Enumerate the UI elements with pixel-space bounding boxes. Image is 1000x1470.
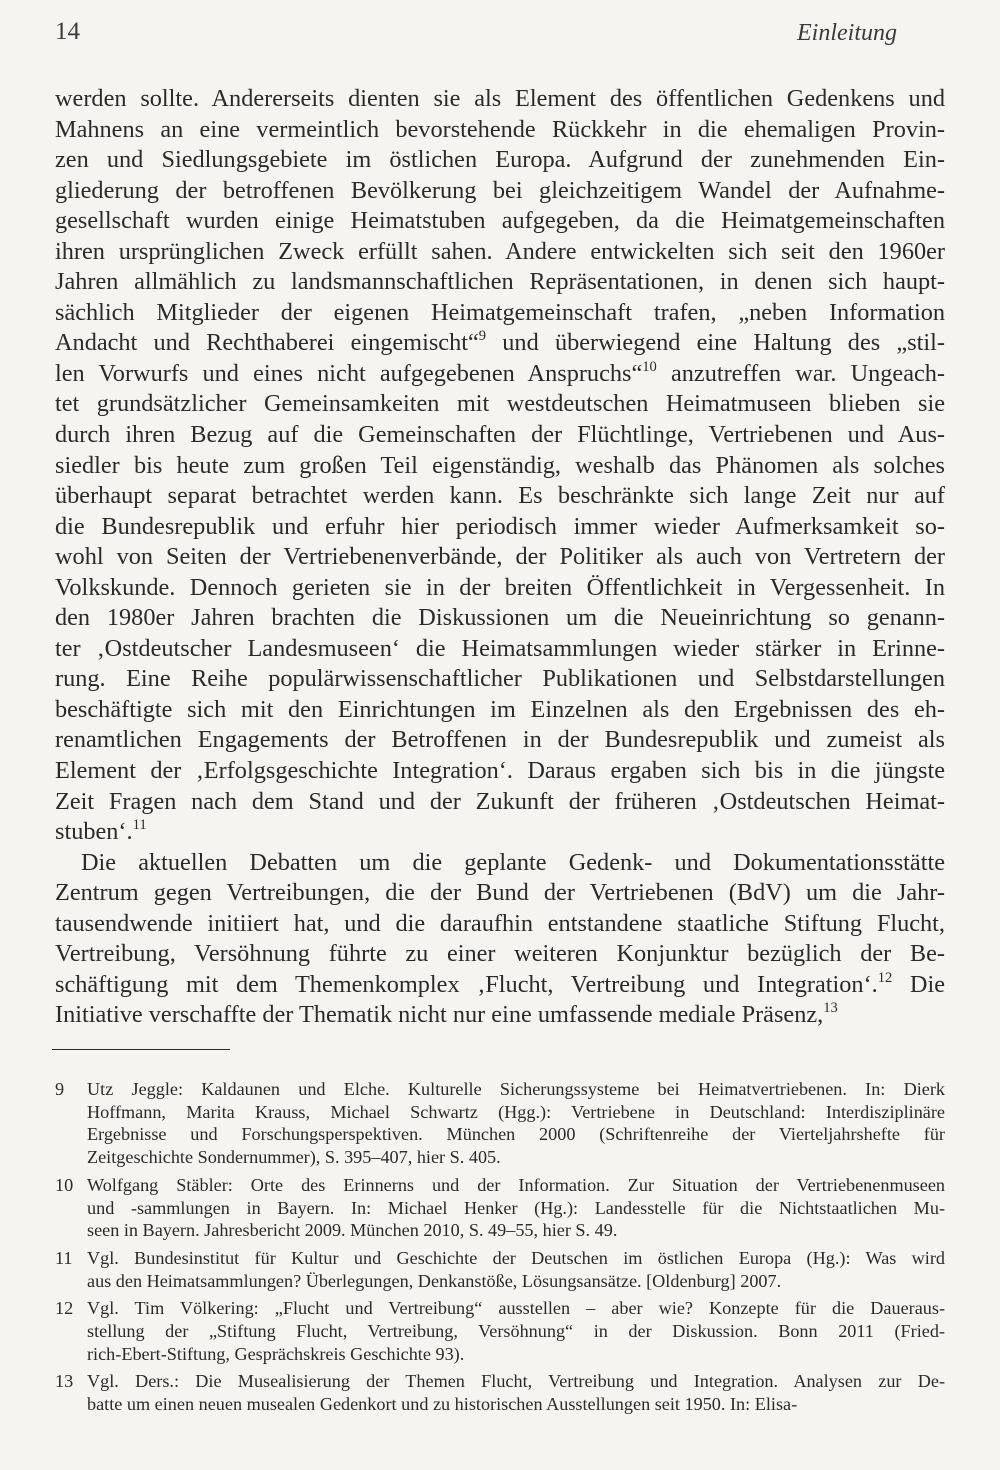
footnote-reference[interactable]: 10 (642, 358, 657, 375)
page-number: 14 (55, 18, 80, 45)
footnotes (55, 1078, 945, 1421)
text-line: überhaupt separat betrachtet werden kann. Es beschränkte sich lange Zeit nur auf (55, 482, 945, 510)
body-text (55, 84, 945, 1031)
footnote-line: Vgl. Tim Völkering: „Flucht und Vertreibung“ ausstellen – aber wie? Konzepte für die Daueraus- (87, 1298, 945, 1319)
text-line: wohl von Seiten der Vertriebenenverbände, der Politiker als auch von Vertretern der (55, 543, 945, 571)
footnote-number: 12 (55, 1298, 74, 1319)
text-line: durch ihren Bezug auf die Gemeinschaften der Flüchtlinge, Vertriebenen und Aus- (55, 421, 945, 449)
footnote-line: seen in Bayern. Jahresbericht 2009. München 2010, S. 49–55, hier S. 49. (87, 1220, 618, 1241)
text-line: tet grundsätzlicher Gemeinsamkeiten mit westdeutschen Heimatmuseen blieben sie (55, 390, 945, 418)
text-line: Volkskunde. Dennoch gerieten sie in der breiten Öffentlichkeit in Vergessenheit. In (55, 573, 945, 601)
text-segment: anzutreffen war. Ungeach- (656, 359, 946, 387)
text-segment: len Vorwurfs und eines nicht aufgegebenen Anspruchs“ (55, 359, 643, 387)
text-line (55, 817, 945, 848)
text-line: gesellschaft wurden einige Heimatstuben aufgegeben, da die Heimatgemeinschaften (55, 207, 945, 235)
footnote-line: Vgl. Ders.: Die Musealisierung der Themen Flucht, Vertreibung und Integration. Analysen zur De- (87, 1371, 945, 1392)
footnote-reference[interactable]: 12 (877, 969, 893, 986)
footnote-number: 11 (55, 1247, 73, 1268)
footnote-separator (52, 1049, 230, 1050)
text-line: Zeit Fragen nach dem Stand und der Zukunft der früheren ‚Ostdeutschen Heimat- (55, 787, 945, 815)
footnote-line: und -sammlungen in Bayern. In: Michael Henker (Hg.): Landesstelle für die Nichtstaatlichen Mu- (87, 1197, 945, 1218)
text-line (55, 1000, 945, 1031)
text-line: siedler bis heute zum großen Teil eigenständig, weshalb das Phänomen als solches (55, 451, 945, 479)
text-line: die Bundesrepublik und erfuhr hier periodisch immer wieder Aufmerksamkeit so- (55, 512, 945, 540)
text-line (55, 328, 945, 359)
footnote-number: 9 (55, 1079, 65, 1099)
text-line: zen und Siedlungsgebiete im östlichen Europa. Aufgrund der zunehmenden Ein- (55, 146, 945, 174)
footnote (55, 1247, 945, 1292)
text-line: werden sollte. Andererseits dienten sie als Element des öffentlichen Gedenkens und (55, 85, 945, 112)
paragraph (55, 848, 945, 1031)
footnote-reference[interactable]: 13 (823, 1000, 838, 1017)
text-line: beschäftigte sich mit den Einrichtungen im Einzelnen als den Ergebnissen des eh- (55, 695, 945, 723)
footnote-reference[interactable]: 9 (478, 328, 487, 345)
text-segment: und überwiegend eine Haltung des „stil- (486, 329, 945, 357)
page-header (55, 18, 945, 58)
text-line: Die aktuellen Debatten um die geplante Gedenk- und Dokumentationsstätte (81, 848, 945, 876)
footnote-line: Wolfgang Stäbler: Orte des Erinnerns und der Information. Zur Situation der Vertriebenenmuseen (87, 1174, 945, 1195)
text-segment: Die (892, 970, 945, 998)
text-segment: Andacht und Rechthaberei eingemischt“ (55, 329, 479, 357)
text-line: Zentrum gegen Vertreibungen, die der Bund der Vertriebenen (BdV) um die Jahr- (55, 879, 945, 907)
paragraph (55, 84, 945, 848)
footnote-number: 13 (55, 1371, 74, 1392)
text-line: renamtlichen Engagements der Betroffenen in der Bundesrepublik und zumeist als (55, 726, 945, 754)
text-segment: schäftigung mit dem Themenkomplex ‚Flucht, Vertreibung und Integration‘. (55, 970, 878, 998)
footnote-line: Vgl. Bundesinstitut für Kultur und Geschichte der Deutschen im östlichen Europa (Hg.): Was wird (87, 1247, 945, 1268)
text-line: ihren ursprünglichen Zweck erfüllt sahen. Andere entwickelten sich seit den 1960er (55, 237, 945, 265)
text-line: gliederung der betroffenen Bevölkerung bei gleichzeitigem Wandel der Aufnahme- (55, 176, 945, 204)
footnote-number: 10 (55, 1174, 74, 1195)
footnote-line: Utz Jeggle: Kaldaunen und Elche. Kulturelle Sicherungssysteme bei Heimatvertriebenen. In: Dierk (87, 1079, 945, 1099)
text-line: den 1980er Jahren brachten die Diskussionen um die Neueinrichtung so genann- (55, 604, 945, 632)
text-segment: Initiative verschaffte der Thematik nicht nur eine umfassende mediale Präsenz, (55, 1001, 824, 1029)
footnote-line: Hoffmann, Marita Krauss, Michael Schwartz (Hgg.): Vertriebene in Deutschland: Interdisziplinäre (87, 1101, 945, 1122)
text-line: ter ‚Ostdeutscher Landesmuseen‘ die Heimatsammlungen wieder stärker in Erinne- (55, 634, 945, 662)
footnote (55, 1370, 945, 1415)
text-line: Element der ‚Erfolgsgeschichte Integration‘. Daraus ergaben sich bis in die jüngste (55, 757, 945, 785)
footnote-line: stellung der „Stiftung Flucht, Vertreibung, Versöhnung“ in der Diskussion. Bonn 2011 (Fried- (87, 1321, 945, 1342)
footnote-reference[interactable]: 11 (132, 816, 147, 833)
text-line (55, 359, 945, 390)
text-line: Vertreibung, Versöhnung führte zu einer weiteren Konjunktur bezüglich der Be- (55, 940, 945, 968)
footnote-line: aus den Heimatsammlungen? Überlegungen, Denkanstöße, Lösungsansätze. [Oldenburg] 2007. (87, 1270, 782, 1291)
footnote-line: rich-Ebert-Stiftung, Gesprächskreis Geschichte 93). (87, 1343, 465, 1364)
text-line: tausendwende initiiert hat, und die daraufhin entstandene staatliche Stiftung Flucht, (55, 909, 945, 937)
footnote (55, 1078, 945, 1169)
text-line (55, 970, 945, 1001)
running-title: Einleitung (797, 20, 897, 46)
text-line: rung. Eine Reihe populärwissenschaftlicher Publikationen und Selbstdarstellungen (55, 665, 945, 693)
text-line: sächlich Mitglieder der eigenen Heimatgemeinschaft trafen, „neben Information (55, 298, 945, 326)
footnote-line: Zeitgeschichte Sondernummer), S. 395–407, hier S. 405. (87, 1147, 501, 1168)
text-line: Jahren allmählich zu landsmannschaftlichen Repräsentationen, in denen sich haupt- (55, 268, 945, 296)
footnote-line: batte um einen neuen musealen Gedenkort und zu historischen Ausstellungen seit 1950. In: Elisa- (87, 1394, 798, 1415)
text-line: Mahnens an eine vermeintlich bevorstehende Rückkehr in die ehemaligen Provin- (55, 115, 945, 143)
footnote (55, 1174, 945, 1242)
footnote (55, 1297, 945, 1365)
footnote-line: Ergebnisse und Forschungsperspektiven. München 2000 (Schriftenreihe der Vierteljahrshefte für (87, 1124, 945, 1145)
text-segment: stuben‘. (55, 818, 133, 846)
